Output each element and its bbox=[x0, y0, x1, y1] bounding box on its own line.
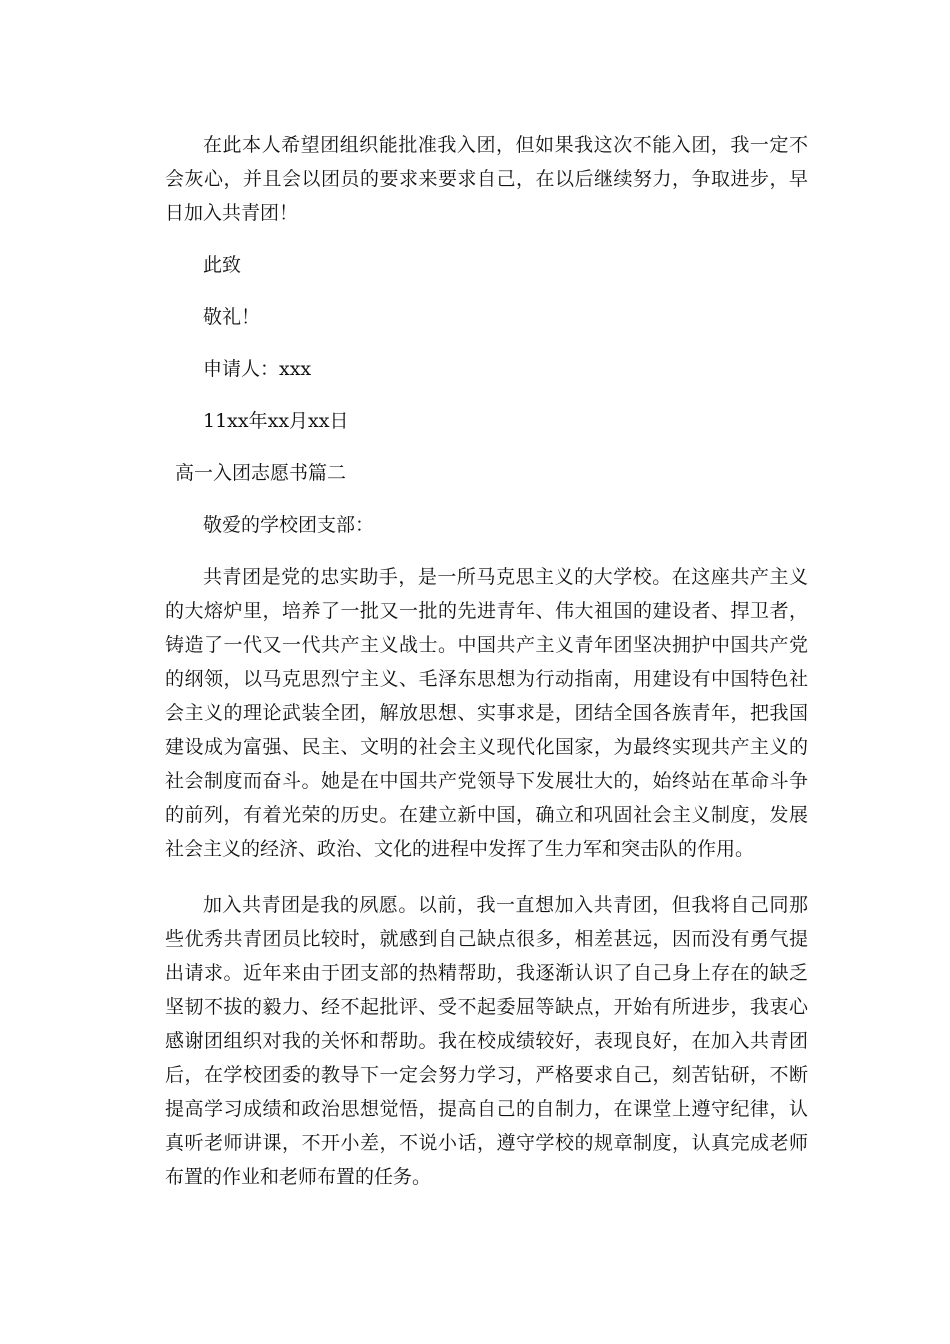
closing-line-1: 此致 bbox=[203, 254, 242, 276]
spacer bbox=[165, 334, 808, 352]
section-title: 高一入团志愿书篇二 bbox=[175, 462, 347, 484]
salutation: 敬爱的学校团支部： bbox=[203, 514, 375, 536]
spacer bbox=[165, 542, 808, 560]
date-line: 11xx年xx月xx日 bbox=[203, 410, 349, 432]
spacer bbox=[165, 282, 808, 300]
closing-line-2: 敬礼！ bbox=[203, 306, 261, 328]
spacer bbox=[165, 490, 808, 508]
spacer bbox=[165, 230, 808, 248]
paragraph-2: 加入共青团是我的夙愿。以前，我一直想加入共青团，但我将自己同那些优秀共青团员比较时，就感到自己缺点很多，相差甚远，因而没有勇气提出请求。近年来由于团支部的热精帮助，我逐渐认识了自己身上存在的缺乏坚韧不拔的毅力、经不起批评、受不起委屈等缺点，开始有所进步，我衷心感谢团组织对我的关怀和帮助。我在校成绩较好，表现良好，在加入共青团后，在学校团委的教导下一定会努力学习，严格要求自己，刻苦钻研，不断提高学习成绩和政治思想觉悟，提高自己的自制力，在课堂上遵守纪律，认真听老师讲课，不开小差，不说小话，遵守学校的规章制度，认真完成老师布置的作业和老师布置的任务。 bbox=[165, 894, 808, 1188]
applicant-line: 申请人：xxx bbox=[203, 358, 312, 380]
spacer bbox=[165, 386, 808, 404]
spacer bbox=[165, 866, 808, 888]
paragraph-intro-end: 在此本人希望团组织能批准我入团，但如果我这次不能入团，我一定不会灰心，并且会以团员的要求来要求自己，在以后继续努力，争取进步，早日加入共青团！ bbox=[165, 134, 808, 224]
spacer bbox=[165, 438, 808, 456]
document-page bbox=[165, 128, 808, 1194]
paragraph-1: 共青团是党的忠实助手，是一所马克思主义的大学校。在这座共产主义的大熔炉里，培养了一批又一批的先进青年、伟大祖国的建设者、捍卫者，铸造了一代又一代共产主义战士。中国共产主义青年团坚决拥护中国共产党的纲领，以马克思烈宁主义、毛泽东思想为行动指南，用建设有中国特色社会主义的理论武装全团，解放思想、实事求是，团结全国各族青年，把我国建设成为富强、民主、文明的社会主义现代化国家，为最终实现共产主义的社会制度而奋斗。她是在中国共产党领导下发展壮大的，始终站在革命斗争的前列，有着光荣的历史。在建立新中国，确立和巩固社会主义制度，发展社会主义的经济、政治、文化的进程中发挥了生力军和突击队的作用。 bbox=[165, 566, 808, 860]
